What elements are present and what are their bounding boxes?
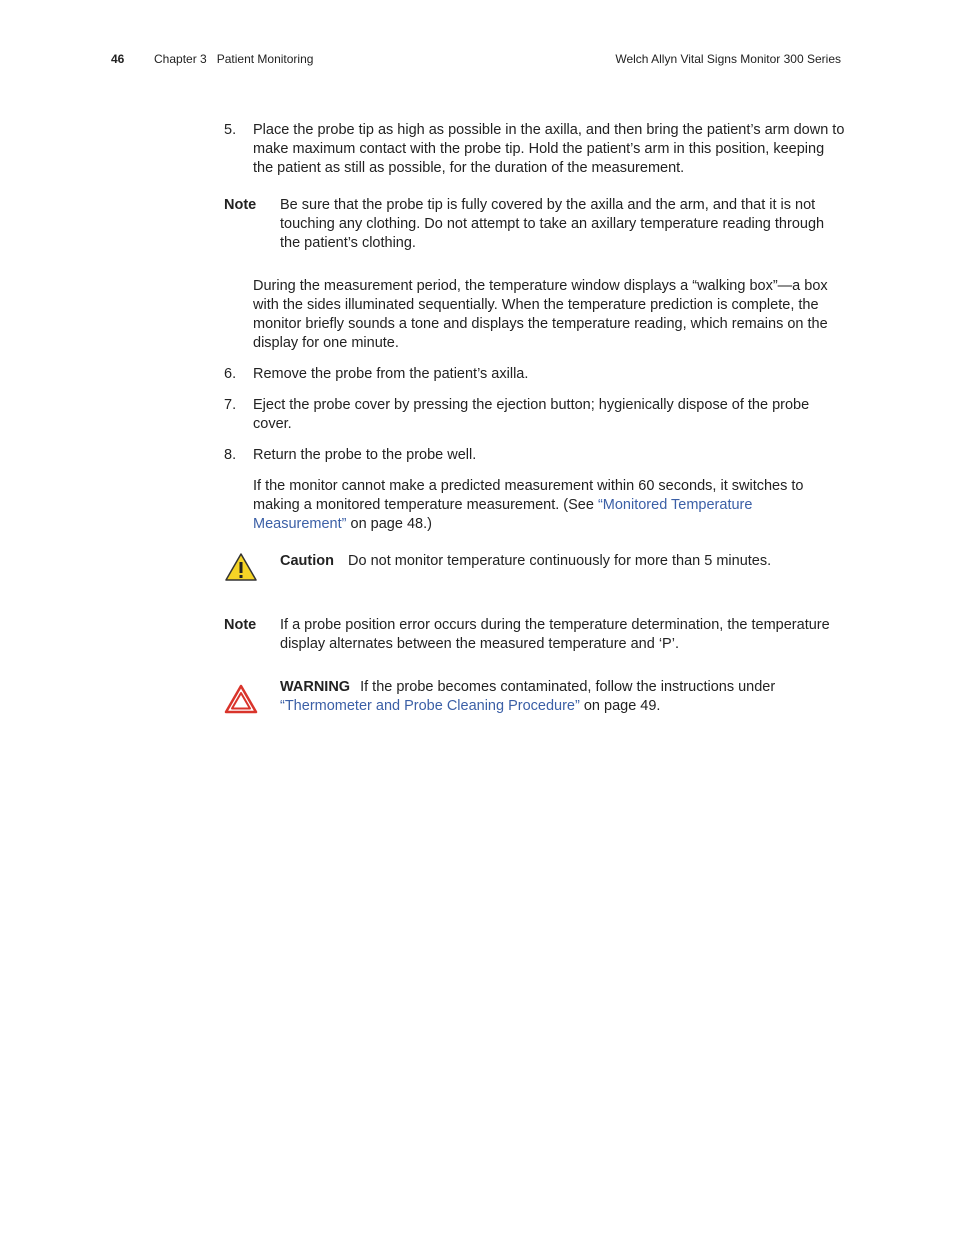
paragraph-text: If the monitor cannot make a predicted measurement within 60 seconds, it switches to making a monitored temperature measurement. (See bbox=[253, 478, 804, 513]
step-6 bbox=[224, 365, 846, 384]
caution-label: Caution bbox=[280, 553, 334, 569]
monitored-temperature-link[interactable]: “Monitored Temperature Measurement” bbox=[253, 497, 753, 532]
note-text: If a probe position error occurs during the temperature determination, the temperature display alternates between the measured temperature and ‘P’. bbox=[280, 617, 830, 652]
step-text: Eject the probe cover by pressing the ejection button; hygienically dispose of the probe cover. bbox=[253, 397, 810, 432]
note-label: Note bbox=[224, 197, 257, 213]
step-text: Place the probe tip as high as possible in the axilla, and then bring the patient’s arm down to make maximum contact with the probe tip. Hold the patient’s arm in this position, keeping the patient as still as possible, for the duration of the measurement. bbox=[253, 122, 845, 176]
caution-triangle-icon bbox=[224, 552, 258, 588]
step-5 bbox=[224, 121, 846, 178]
step-8 bbox=[224, 446, 846, 465]
chapter-label bbox=[154, 52, 313, 66]
step-number: 7. bbox=[224, 397, 237, 413]
paragraph-text-end: on page 48.) bbox=[346, 516, 432, 532]
page-number: 46 bbox=[111, 52, 125, 66]
step-number: 8. bbox=[224, 447, 237, 463]
step-number: 5. bbox=[224, 122, 237, 138]
note-label: Note bbox=[224, 617, 257, 633]
chapter-title: Patient Monitoring bbox=[216, 52, 314, 66]
chapter-number: Chapter 3 bbox=[154, 52, 207, 66]
warning-label: WARNING bbox=[280, 679, 351, 695]
warning-text: If the probe becomes contaminated, follow the instructions under bbox=[360, 679, 776, 695]
product-name: Welch Allyn Vital Signs Monitor 300 Series bbox=[615, 52, 841, 66]
cleaning-procedure-link[interactable]: “Thermometer and Probe Cleaning Procedure” bbox=[280, 698, 580, 714]
step-7 bbox=[224, 396, 846, 434]
caution-text: Do not monitor temperature continuously for more than 5 minutes. bbox=[348, 553, 772, 569]
step-text: Return the probe to the probe well. bbox=[253, 447, 477, 463]
note-axilla bbox=[224, 196, 846, 253]
note-probe-position bbox=[224, 616, 846, 654]
warning-block bbox=[224, 678, 846, 716]
paragraph-walking-box: During the measurement period, the temperature window displays a “walking box”—a box with the sides illuminated sequentially. When the temperature prediction is complete, the monitor briefly sounds a tone and displays the temperature reading, which remains on the display for one minute. bbox=[253, 278, 828, 351]
caution-block bbox=[224, 552, 846, 592]
step-text: Remove the probe from the patient’s axilla. bbox=[253, 366, 529, 382]
step-number: 6. bbox=[224, 366, 237, 382]
warning-triangle-icon bbox=[224, 684, 258, 720]
page-content bbox=[224, 121, 846, 716]
note-text: Be sure that the probe tip is fully covered by the axilla and the arm, and that it is not touching any clothing. Do not attempt to take an axillary temperature reading through the patient’s clothing. bbox=[280, 197, 825, 251]
warning-text-end: on page 49. bbox=[579, 698, 661, 714]
paragraph-monitored bbox=[224, 477, 846, 534]
page-header bbox=[0, 52, 954, 70]
